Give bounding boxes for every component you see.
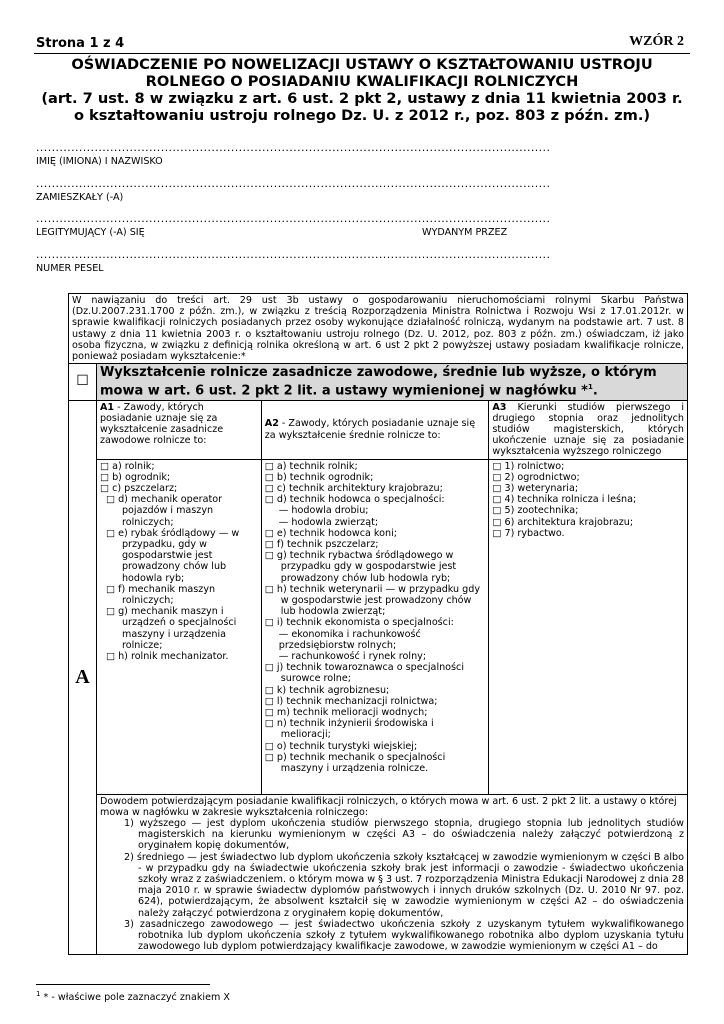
a2-item[interactable]: □ k) technik agrobiznesu;	[264, 684, 390, 696]
a1-list	[96, 459, 261, 794]
a2-subitem: — rachunkowość i rynek rolny;	[278, 651, 427, 663]
a1-item[interactable]: □ d) mechanik operator pojazdów i maszyn rolniczych;	[105, 494, 223, 528]
a3-header: A3 Kierunki studiów pierwszego i drugiego stopnia oraz jednolitych studiów magisterskich, których ukończenie uznaje się za posiadanie wykształcenia wyższego rolniczego	[489, 400, 688, 459]
a3-item[interactable]: □ 5) zootechnika;	[492, 505, 579, 517]
pesel-field-label: NUMER PESEL	[36, 263, 104, 274]
a1-item[interactable]: □ e) rybak śródlądowy — w przypadku, gdy w gospodarstwie jest prowadzony chów lub hodowla ryb;	[105, 527, 240, 584]
section-checkbox[interactable]: ☐	[69, 364, 97, 400]
id-field-label: LEGITYMUJĄCY (-A) SIĘ	[36, 227, 145, 238]
a2-item[interactable]: □ p) technik mechanik o specjalności maszyny i urządzenia rolnicze.	[264, 751, 446, 775]
a3-item[interactable]: □ 1) rolnictwo;	[492, 460, 565, 472]
id-field-dots[interactable]: ....................................................................................................................................	[36, 213, 551, 225]
a2-item[interactable]: □ c) technik architektury krajobrazu;	[264, 482, 443, 494]
a2-item[interactable]: □ i) technik ekonomista o specjalności:	[264, 617, 454, 629]
name-field-dots[interactable]: ....................................................................................................................................	[36, 142, 551, 154]
footnote-ref: 1	[587, 383, 593, 392]
proof-item-higher: 1) wyższego — jest dyplom ukończenia studiów pierwszego stopnia, drugiego stopnia lub jednolitych studiów magisterskich na kierunku wymienionym w części A3 – do oświadczenia należy załączyć potwierdzoną z oryginałem kopię dokumentów,	[123, 817, 684, 852]
address-field-dots[interactable]: ....................................................................................................................................	[36, 178, 551, 190]
a2-item[interactable]: □ a) technik rolnik;	[264, 460, 358, 472]
title-legal-basis: (art. 7 ust. 8 w związku z art. 6 ust. 2 pkt 2, ustawy z dnia 11 kwietnia 2003 r. o kształtowaniu ustroju rolnego Dz. U. z 2012 r., poz. 803 z późn. zm.)	[41, 90, 683, 124]
a2-item[interactable]: □ h) technik weterynarii — w przypadku gdy w gospodarstwie jest prowadzony chów lub hodowla zwierząt;	[264, 583, 481, 618]
document-title	[36, 56, 688, 124]
name-field-label: IMIĘ (IMIONA) I NAZWISKO	[36, 156, 163, 167]
a2-header: A2 - Zawody, których posiadanie uznaje się za wykształcenie średnie rolnicze to:	[261, 400, 489, 459]
a1-header: A1 - Zawody, których posiadanie uznaje się za wykształcenie zasadnicze zawodowe rolnicze to:	[96, 400, 261, 459]
a1-item[interactable]: □ a) rolnik;	[99, 460, 155, 472]
a2-item[interactable]: □ d) technik hodowca o specjalności:	[264, 494, 445, 506]
qualification-table	[68, 293, 688, 955]
a1-item[interactable]: □ c) pszczelarz;	[99, 482, 178, 494]
section-heading: Wykształcenie rolnicze zasadnicze zawodowe, średnie lub wyższe, o którym mowa w art. 6 ust. 2 pkt 2 lit. a ustawy wymienionej w nagłówku *$^1$.	[96, 364, 687, 400]
proof-item-vocational: 3) zasadniczego zawodowego — jest świadectwo ukończenia szkoły z uzyskanym tytułem wykwalifikowanego robotnika lub dyplom ukończenia szkoły z tytułem wykwalifikowanego robotnika albo dyplom uzyskania tytułu zawodowego lub dyplom potwierdzający kwalifikacje zawodowe, w zawodzie wymienionym w części A1 – do	[123, 918, 684, 953]
issued-by-label: WYDANYM PRZEZ	[422, 227, 508, 238]
a1-item[interactable]: □ g) mechanik maszyn i urządzeń o specjalności maszyny i urządzenia rolnicze;	[105, 606, 237, 651]
page-number: Strona 1 z 4	[36, 36, 125, 51]
proof-item-secondary: 2) średniego — jest świadectwo lub dyplom ukończenia szkoły kształcącej w zawodzie wymienionym w części B albo - w przypadku gdy na świadectwie ukończenia szkoły brak jest informacji o zawodzie - świadectwo ukończenia szkoły wraz z zaświadczeniem. o którym mowa w § 3 ust. 7 rozporządzenia Ministra Edukacji Narodowej z dnia 28 maja 2010 r. w sprawie świadectw dyplomów państwowych i innych druków szkolnych (Dz. U. 2010 Nr 97. poz. 624), potwierdzającym, że absolwent kształcił się w zawodzie wymienionym w części A2 – do oświadczenia należy załączyć potwierdzona z oryginałem kopię dokumentów,	[123, 851, 684, 919]
a2-item[interactable]: □ j) technik towaroznawca o specjalności surowce rolne;	[264, 662, 464, 685]
a1-item[interactable]: □ f) mechanik maszyn rolniczych;	[105, 583, 216, 606]
header-rule	[34, 53, 690, 54]
title-main: OŚWIADCZENIE PO NOWELIZACJI USTAWY O KSZTAŁTOWANIU USTROJU ROLNEGO O POSIADANIU KWALIFIKACJI ROLNICZYCH	[71, 56, 653, 90]
a2-item[interactable]: □ o) technik turystyki wiejskiej;	[264, 740, 418, 752]
a1-item[interactable]: □ h) rolnik mechanizator.	[105, 651, 229, 663]
a3-list	[489, 459, 688, 794]
a3-item[interactable]: □ 2) ogrodnictwo;	[492, 471, 580, 483]
a2-item[interactable]: □ e) technik hodowca koni;	[264, 527, 397, 539]
a3-item[interactable]: □ 6) architektura krajobrazu;	[492, 516, 634, 528]
section-letter: A	[69, 400, 97, 955]
declaration-intro: W nawiązaniu do treści art. 29 ust 3b ustawy o gospodarowaniu nieruchomościami rolnymi Skarbu Państwa (Dz.U.2007.231.1700 z późn. zm.), w związku z treścią Rozporządzenia Ministra Rolnictwa i Rozwoju Wsi z 17.01.2012r. w sprawie kwalifikacji rolniczych posiadanych przez osoby wykonujące działalność rolniczą, wydanym na podstawie art. 7 ust. 8 ustawy z dnia 11 kwietnia 2003 r. o kształtowaniu ustroju rolnego (Dz. U. 2012, poz. 803 z późn. zm.) oświadczam, iż jako osoba fizyczna, w związku z definicją rolnika określoną w art. 6 ust 2 pkt 2 powyższej ustawy posiadam kwalifikacje rolnicze, ponieważ posiadam wykształcenie:*	[69, 294, 688, 364]
footnote-rule	[36, 984, 210, 985]
a3-item[interactable]: □ 3) weterynaria;	[492, 482, 579, 494]
a2-subitem: — hodowla zwierząt;	[278, 516, 379, 528]
a2-item[interactable]: □ m) technik melioracji wodnych;	[264, 707, 428, 719]
a2-item[interactable]: □ n) technik inżynierii środowiska i melioracji;	[264, 718, 434, 741]
a2-item[interactable]: □ b) technik ogrodnik;	[264, 471, 374, 483]
a2-subitem: — ekonomika i rachunkowość przedsiębiorstw rolnych;	[278, 628, 421, 651]
a2-item[interactable]: □ g) technik rybactwa śródlądowego w przypadku gdy w gospodarstwie jest prowadzony chów lub hodowla ryb;	[264, 550, 457, 584]
a3-item[interactable]: □ 4) technika rolnicza i leśna;	[492, 494, 637, 506]
a3-item[interactable]: □ 7) rybactwo.	[492, 527, 565, 539]
a2-item[interactable]: □ f) technik pszczelarz;	[264, 538, 379, 550]
form-label: WZÓR 2	[629, 34, 684, 49]
proof-section	[96, 794, 687, 955]
address-field-label: ZAMIESZKAŁY (-A)	[36, 192, 124, 203]
a2-item[interactable]: □ l) technik mechanizacji rolnictwa;	[264, 695, 438, 707]
proof-intro: Dowodem potwierdzającym posiadanie kwalifikacji rolniczych, o których mowa w art. 6 ust. 2 pkt 2 lit. a ustawy o której mowa w nagłówku w zakresie wykształcenia rolniczego:	[99, 795, 677, 818]
proof-list	[100, 818, 684, 952]
a2-subitem: — hodowla drobiu;	[278, 505, 369, 517]
footnote: $^1$ * - właściwe pole zaznaczyć znakiem X	[36, 990, 230, 1004]
pesel-field-dots[interactable]: ....................................................................................................................................	[36, 249, 551, 261]
a1-item[interactable]: □ b) ogrodnik;	[99, 471, 171, 483]
a2-list	[261, 459, 489, 794]
